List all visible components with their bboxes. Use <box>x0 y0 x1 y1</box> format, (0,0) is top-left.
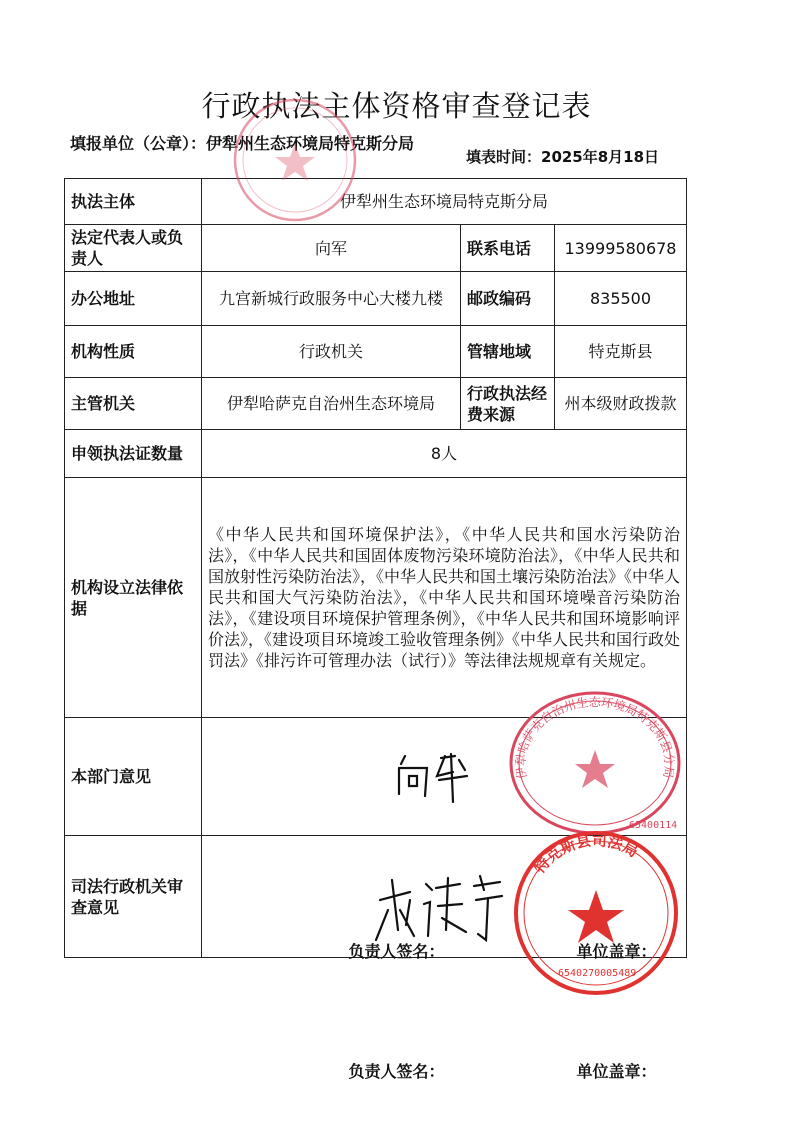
department-signature <box>393 746 503 806</box>
row-legal-basis <box>65 478 687 718</box>
representative-label: 法定代表人或负责人 <box>65 225 202 272</box>
address-label: 办公地址 <box>65 272 202 326</box>
phone-label: 联系电话 <box>461 225 555 272</box>
row-certificates <box>65 430 687 478</box>
row-nature <box>65 326 687 378</box>
row-authority <box>65 378 687 430</box>
jurisdiction-value: 特克斯县 <box>555 326 687 378</box>
justice-opinion-label: 司法行政机关审查意见 <box>65 836 202 958</box>
filling-unit: 填报单位（公章）：伊犁州生态环境局特克斯分局 <box>70 134 415 153</box>
justice-sign-label: 负责人签名： <box>348 1061 445 1081</box>
department-sign-label: 负责人签名： <box>348 941 445 961</box>
document-title: 行政执法主体资格审查登记表 <box>201 89 592 123</box>
department-seal-label: 单位盖章： <box>576 941 657 961</box>
justice-seal-text: 特克斯县司法局 <box>530 831 642 877</box>
justice-seal <box>506 828 686 998</box>
justice-signature <box>370 870 520 950</box>
representative-value: 向军 <box>202 225 461 272</box>
department-opinion-label: 本部门意见 <box>65 718 202 836</box>
subject-label: 执法主体 <box>65 179 202 225</box>
jurisdiction-label: 管辖地域 <box>461 326 555 378</box>
row-address <box>65 272 687 326</box>
justice-seal-number: 6540270005489 <box>558 968 637 979</box>
nature-value: 行政机关 <box>202 326 461 378</box>
funding-value: 州本级财政拨款 <box>555 378 687 430</box>
address-value: 九宫新城行政服务中心大楼九楼 <box>202 272 461 326</box>
phone-value: 13999580678 <box>555 225 687 272</box>
row-subject <box>65 179 687 225</box>
postcode-value: 835500 <box>555 272 687 326</box>
certificates-label: 申领执法证数量 <box>65 430 202 478</box>
authority-value: 伊犁哈萨克自治州生态环境局 <box>202 378 461 430</box>
department-seal <box>505 688 685 838</box>
legal-basis-value: 《中华人民共和国环境保护法》，《中华人民共和国水污染防治法》，《中华人民共和国固体废物污染环境防治法》，《中华人民共和国放射性污染防治法》，《中华人民共和国土壤污染防治法》《中华人民共和国大气污染防治法》，《中华人民共和国环境噪音污染防治法》，《建设项目环境保护管理条例》，《中华人民共和国环境影响评价法》，《建设项目环境竣工验收管理条例》《中华人民共和国行政处罚法》《排污许可管理办法（试行）》等法律法规规章有关规定。 <box>202 478 687 718</box>
justice-seal-label: 单位盖章： <box>576 1061 657 1081</box>
header-seal <box>220 95 370 225</box>
authority-label: 主管机关 <box>65 378 202 430</box>
filling-date: 填表时间：2025年8月18日 <box>466 148 660 166</box>
certificates-value: 8人 <box>202 430 687 478</box>
department-seal-text: 伊犁哈萨克自治州生态环境局特克斯县分局 <box>513 695 677 780</box>
department-seal-number: 65400114 <box>629 820 678 831</box>
nature-label: 机构性质 <box>65 326 202 378</box>
legal-basis-label: 机构设立法律依据 <box>65 478 202 718</box>
postcode-label: 邮政编码 <box>461 272 555 326</box>
row-representative <box>65 225 687 272</box>
subject-value: 伊犁州生态环境局特克斯分局 <box>202 179 687 225</box>
funding-label: 行政执法经费来源 <box>461 378 555 430</box>
